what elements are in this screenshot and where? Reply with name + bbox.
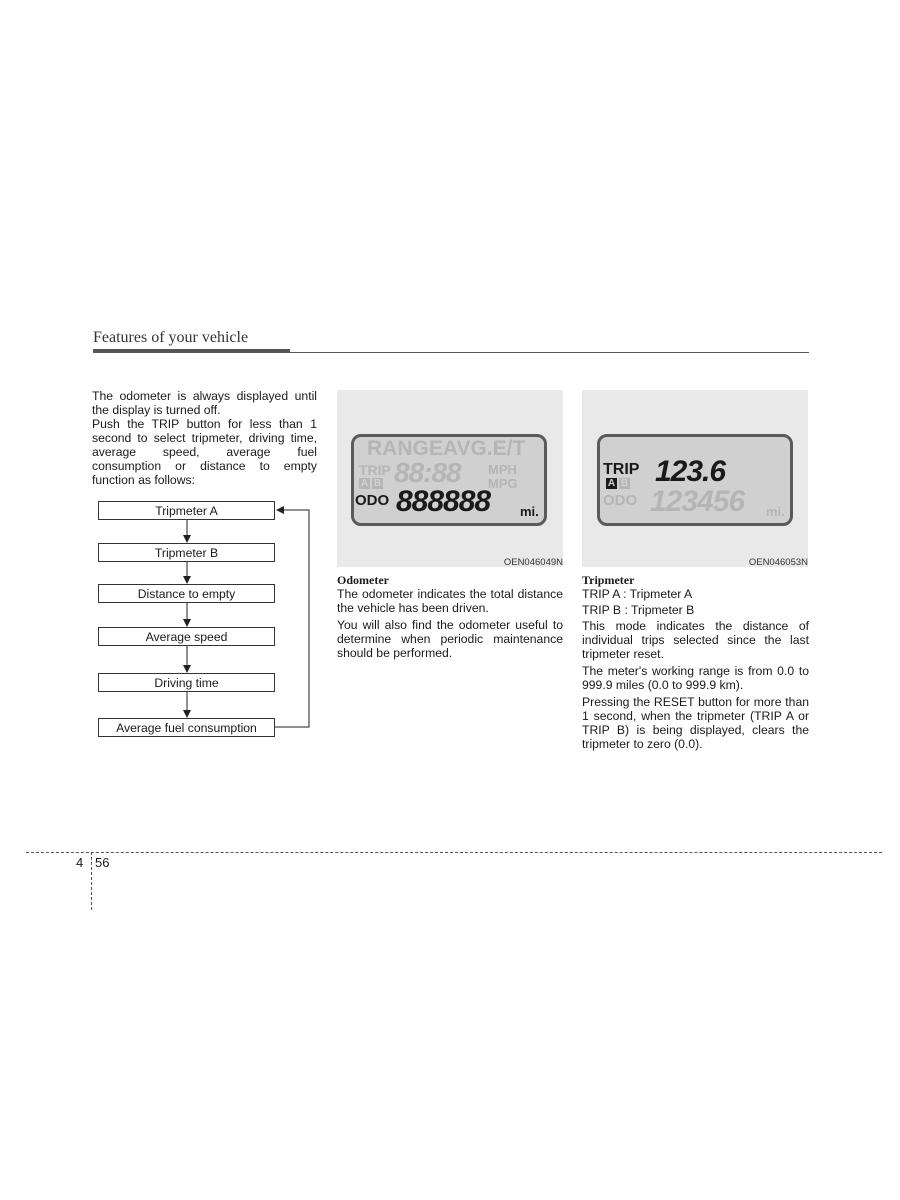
tripmeter-section <box>582 573 809 751</box>
tripmeter-heading: Tripmeter <box>582 573 635 587</box>
odometer-section <box>337 573 563 660</box>
intro-paragraph-1: The odometer is always displayed until the display is turned off. <box>92 389 317 417</box>
tripmeter-paragraph-3: Pressing the RESET button for more than 1 second, when the tripmeter (TRIP A or TRIP B) is being displayed, clears the tripmeter to zero (0.0). <box>582 695 809 751</box>
lcd-mid-digits: 88:88 <box>394 457 461 488</box>
lcd-badge-b: B <box>373 478 382 489</box>
lcd-odo-digits: 888888 <box>396 485 491 518</box>
lcd-trip-value: 123.6 <box>655 455 726 488</box>
lcd-mph: MPH <box>488 462 517 477</box>
odometer-paragraph-2: You will also find the odometer useful to determine when periodic maintenance should be performed. <box>337 618 563 660</box>
lcd-unit: mi. <box>520 504 539 519</box>
odometer-paragraph-1: The odometer indicates the total distance the vehicle has been driven. <box>337 587 563 615</box>
odometer-figure <box>337 390 563 567</box>
flow-step-average-fuel-consumption: Average fuel consumption <box>98 718 275 737</box>
tripmeter-line-1: TRIP A : Tripmeter A <box>582 587 693 601</box>
flow-step-tripmeter-b: Tripmeter B <box>98 543 275 562</box>
odometer-lcd <box>351 434 547 526</box>
flow-step-distance-to-empty: Distance to empty <box>98 584 275 603</box>
flow-return-arrow <box>275 510 309 727</box>
tripmeter-figure <box>582 390 808 567</box>
lcd-top-row: RANGEAVG.E/T <box>367 437 526 460</box>
lcd-odo-digits: 123456 <box>650 485 745 518</box>
lcd-trip-label: TRIP <box>359 462 391 478</box>
tripmeter-figure-code: OEN046053N <box>748 557 808 568</box>
intro-paragraph-2: Push the TRIP button for less than 1 second to select tripmeter, driving time, average speed, average fuel consumption or distance to empty function as follows: <box>92 417 317 487</box>
flow-step-tripmeter-a: Tripmeter A <box>98 501 275 520</box>
page-number: 56 <box>95 855 110 870</box>
flow-step-average-speed: Average speed <box>98 627 275 646</box>
odometer-heading: Odometer <box>337 573 389 587</box>
footer-dashed-divider <box>91 852 92 910</box>
tripmeter-paragraph-2: The meter's working range is from 0.0 to 999.9 miles (0.0 to 999.9 km). <box>582 664 809 692</box>
lcd-badge-a: A <box>607 478 616 489</box>
chapter-number: 4 <box>76 855 84 870</box>
lcd-badge-a: A <box>360 478 369 489</box>
lcd-trip-badges <box>606 478 632 489</box>
flow-step-driving-time: Driving time <box>98 673 275 692</box>
lcd-trip-badges <box>359 478 385 489</box>
lcd-mpg: MPG <box>488 476 518 491</box>
lcd-unit: mi. <box>766 504 785 519</box>
lcd-trip-label: TRIP <box>603 461 640 478</box>
lcd-odo-label: ODO <box>355 492 390 509</box>
tripmeter-lcd <box>597 434 793 526</box>
footer-dashed-rule <box>26 852 882 853</box>
odometer-figure-code: OEN046049N <box>503 557 563 568</box>
tripmeter-line-2: TRIP B : Tripmeter B <box>582 603 695 617</box>
lcd-badge-b: B <box>620 478 629 489</box>
lcd-odo-label: ODO <box>603 492 638 509</box>
section-title: Features of your vehicle <box>93 329 249 346</box>
tripmeter-paragraph-1: This mode indicates the distance of individual trips selected since the last tripmeter reset. <box>582 619 809 661</box>
